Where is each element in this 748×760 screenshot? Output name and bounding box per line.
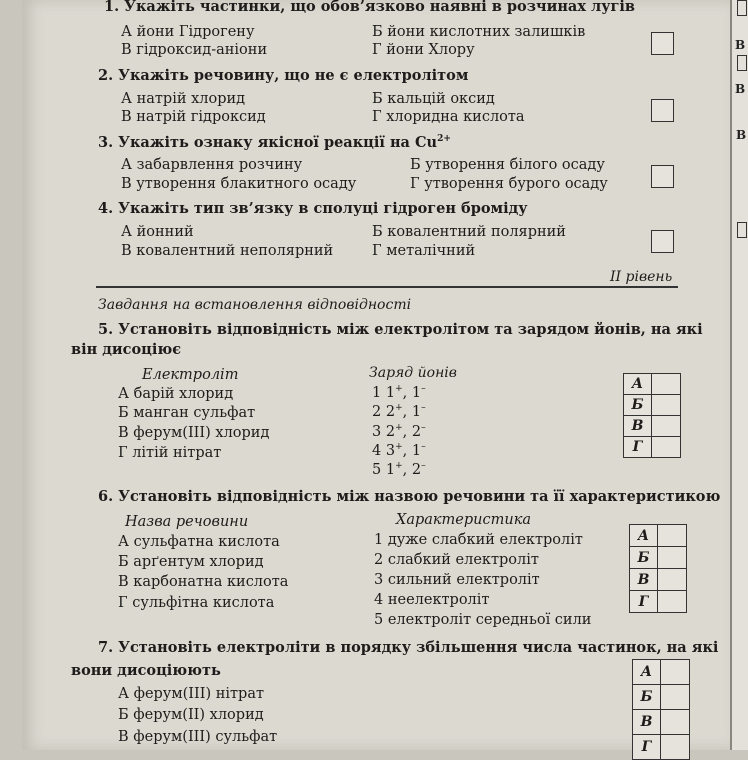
q1-option-a: А йони Гідрогену (121, 24, 255, 40)
grid-answer-cell[interactable] (652, 416, 681, 437)
q5-charge-2: 2 2+, 1– (372, 403, 426, 420)
question-5-title-cont: він дисоціює (71, 341, 182, 358)
q3-option-d: Г утворення бурого осаду (410, 176, 608, 192)
q5-left-d: Г літій нітрат (118, 445, 222, 461)
q4-option-d: Г металічний (372, 243, 476, 259)
q6-right-header: Характеристика (396, 512, 532, 528)
q2-option-a: А натрій хлорид (121, 91, 246, 107)
edge-letter: В (736, 128, 747, 142)
grid-answer-cell[interactable] (658, 547, 687, 569)
q6-answer-grid (629, 524, 687, 613)
q2-answer-box[interactable] (651, 99, 674, 122)
q5-charge-4: 4 3+, 1– (372, 442, 426, 459)
q5-left-c: В ферум(ІІІ) хлорид (118, 425, 270, 441)
section-divider (96, 286, 678, 288)
q1-option-b: Б йони кислотних залишків (372, 24, 586, 40)
q6-left-b: Б арґентум хлорид (118, 554, 264, 570)
grid-answer-cell[interactable] (658, 591, 687, 613)
q7-option-b: Б ферум(ІІ) хлорид (118, 707, 264, 723)
section-title: Завдання на встановлення відповідності (98, 297, 412, 313)
grid-row-label: В (633, 710, 661, 735)
grid-answer-cell[interactable] (652, 437, 681, 458)
q3-answer-box[interactable] (651, 165, 674, 188)
q7-option-c: В ферум(ІІІ) сульфат (118, 729, 278, 745)
grid-row-label: Б (633, 685, 661, 710)
q3-option-c: В утворення блакитного осаду (121, 176, 357, 192)
grid-answer-cell[interactable] (658, 525, 687, 547)
q6-left-header: Назва речовини (125, 514, 249, 530)
question-7-title: 7. Установіть електроліти в порядку збільшення числа частинок, на які (98, 639, 719, 656)
q5-left-b: Б манган сульфат (118, 405, 256, 421)
grid-answer-cell[interactable] (661, 735, 690, 760)
grid-answer-cell[interactable] (661, 660, 690, 685)
q5-answer-grid (623, 373, 681, 458)
q5-left-header: Електроліт (142, 367, 239, 383)
question-5-title: 5. Установіть відповідність між електролітом та зарядом йонів, на які (98, 321, 703, 338)
question-6-title: 6. Установіть відповідність між назвою речовини та її характеристикою (98, 488, 721, 505)
q6-right-3: 3 сильний електроліт (374, 572, 540, 588)
q6-left-c: В карбонатна кислота (118, 574, 289, 590)
grid-answer-cell[interactable] (652, 374, 681, 395)
question-3-title: 3. Укажіть ознаку якісної реакції на $Cu^{2+}$ (98, 133, 451, 151)
level-label: II рівень (610, 269, 673, 285)
grid-answer-cell[interactable] (661, 710, 690, 735)
q4-option-c: В ковалентний неполярний (121, 243, 334, 259)
grid-row-label: В (624, 416, 652, 437)
q4-option-a: А йонний (121, 224, 194, 240)
q6-right-4: 4 неелектроліт (374, 592, 490, 608)
grid-row-label: Г (624, 437, 652, 458)
q6-left-a: А сульфатна кислота (118, 534, 280, 550)
edge-letter: В (735, 82, 746, 96)
question-2-title: 2. Укажіть речовину, що не є електролітом (98, 67, 469, 84)
q1-answer-box[interactable] (651, 32, 674, 55)
q3-option-a: А забарвлення розчину (121, 157, 303, 173)
q1-option-d: Г йони Хлору (372, 42, 475, 58)
q5-charge-3: 3 2+, 2– (372, 423, 426, 440)
q5-right-header: Заряд йонів (369, 365, 457, 381)
grid-row-label: Б (630, 547, 658, 569)
question-7-title-cont: вони дисоціюють (71, 662, 221, 679)
edge-answer-box (737, 55, 747, 71)
edge-answer-box (737, 0, 747, 16)
grid-row-label: В (630, 569, 658, 591)
edge-answer-box (737, 222, 747, 238)
grid-row-label: А (630, 525, 658, 547)
q6-right-5: 5 електроліт середньої сили (374, 612, 592, 628)
q2-option-b: Б кальцій оксид (372, 91, 495, 107)
grid-row-label: Г (630, 591, 658, 613)
grid-row-label: А (633, 660, 661, 685)
q7-answer-grid (632, 659, 690, 760)
q7-option-a: А ферум(ІІІ) нітрат (118, 686, 264, 702)
q4-answer-box[interactable] (651, 230, 674, 253)
q6-right-1: 1 дуже слабкий електроліт (374, 532, 583, 548)
grid-row-label: Г (633, 735, 661, 760)
next-page-edge (730, 0, 748, 750)
q1-option-c: В гідроксид-аніони (121, 42, 268, 58)
grid-row-label: А (624, 374, 652, 395)
q3-option-b: Б утворення білого осаду (410, 157, 605, 173)
grid-answer-cell[interactable] (658, 569, 687, 591)
edge-letter: В (735, 38, 746, 52)
q2-option-c: В натрій гідроксид (121, 109, 266, 125)
q6-right-2: 2 слабкий електроліт (374, 552, 539, 568)
grid-answer-cell[interactable] (661, 685, 690, 710)
grid-answer-cell[interactable] (652, 395, 681, 416)
grid-row-label: Б (624, 395, 652, 416)
question-1-title: 1. Укажіть частинки, що обов’язково наявні в розчинах лугів (104, 0, 635, 15)
q4-option-b: Б ковалентний полярний (372, 224, 566, 240)
q2-option-d: Г хлоридна кислота (372, 109, 525, 125)
q5-left-a: А барій хлорид (118, 386, 234, 402)
q5-charge-5: 5 1+, 2– (372, 461, 426, 478)
q6-left-d: Г сульфітна кислота (118, 595, 275, 611)
question-4-title: 4. Укажіть тип зв’язку в сполуці гідроген броміду (98, 200, 528, 217)
q5-charge-1: 1 1+, 1– (372, 384, 426, 401)
